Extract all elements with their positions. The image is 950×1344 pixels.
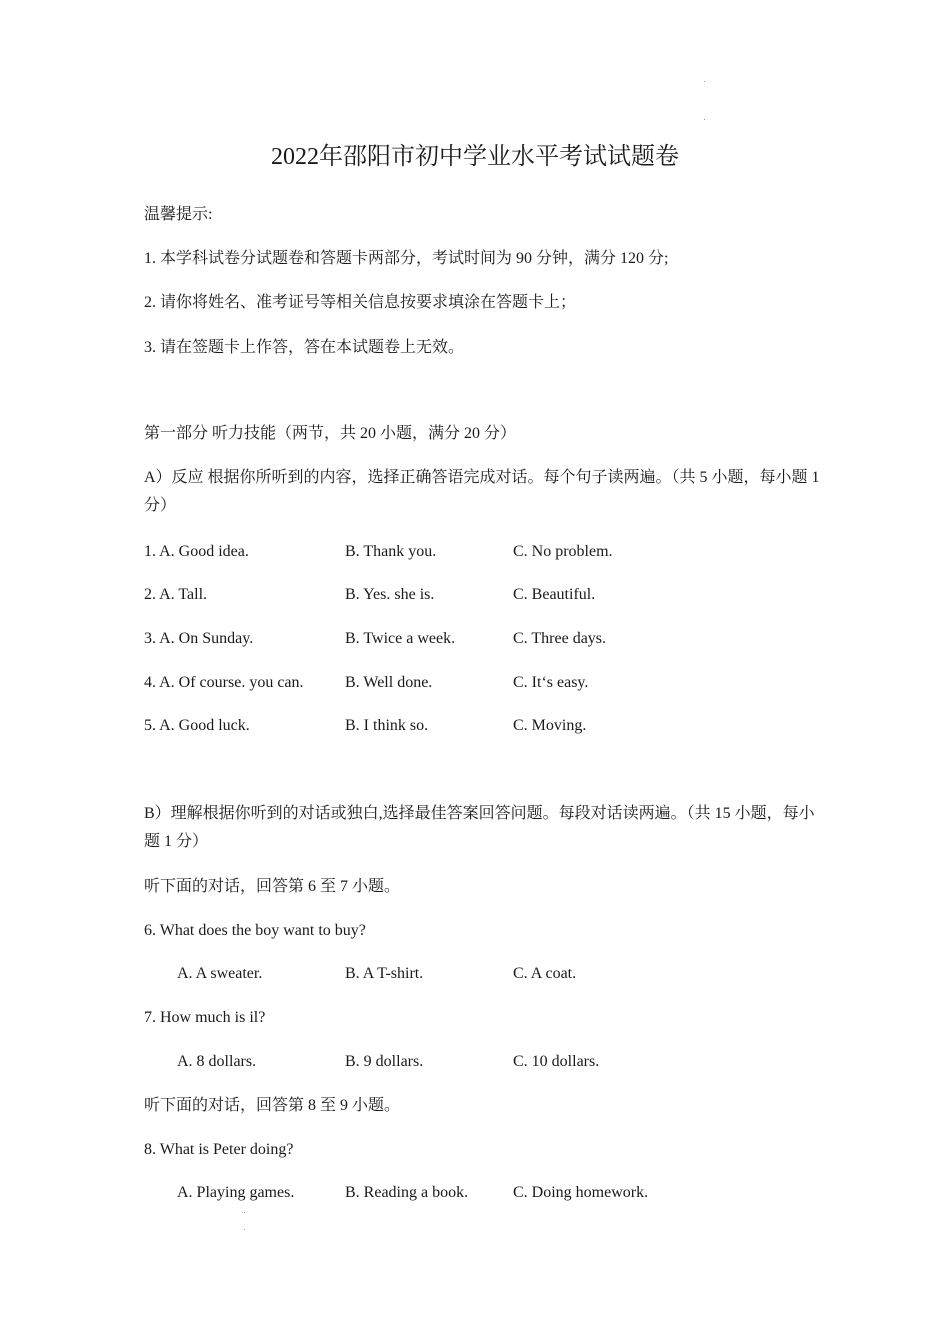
artifact-dot — [704, 81, 705, 82]
part1-heading: 第一部分 听力技能（两节，共 20 小题，满分 20 分） — [144, 425, 517, 442]
q6-option-c: C. A coat. — [513, 965, 577, 982]
q3-option-a: 3. A. On Sunday. — [144, 630, 254, 647]
q4-option-c: C. It‘s easy. — [513, 674, 589, 691]
tips-heading: 温馨提示: — [144, 206, 213, 223]
q5-option-c: C. Moving. — [513, 717, 587, 734]
q7-option-a: A. 8 dollars. — [177, 1053, 257, 1070]
q2-option-a: 2. A. Tall. — [144, 586, 208, 603]
q2-option-c: C. Beautiful. — [513, 586, 596, 603]
q1-option-b: B. Thank you. — [345, 543, 437, 560]
group1-instruction: 听下面的对话，回答第 6 至 7 小题。 — [144, 878, 401, 895]
artifact-dot — [704, 119, 705, 120]
q8-stem: 8. What is Peter doing? — [144, 1141, 294, 1158]
q3-option-b: B. Twice a week. — [345, 630, 456, 647]
q6-stem: 6. What does the boy want to buy? — [144, 922, 366, 939]
q6-option-a: A. A sweater. — [177, 965, 263, 982]
q5-option-b: B. I think so. — [345, 717, 429, 734]
q4-option-a: 4. A. Of course. you can. — [144, 674, 304, 691]
page-title: 2022年邵阳市初中学业水平考试试题卷 — [271, 144, 679, 170]
q8-option-b: B. Reading a book. — [345, 1184, 469, 1201]
q4-option-b: B. Well done. — [345, 674, 433, 691]
artifact-dot — [244, 1212, 245, 1213]
q8-option-a: A. Playing games. — [177, 1184, 295, 1201]
q2-option-b: B. Yes. she is. — [345, 586, 435, 603]
tip-item-3: 3. 请在签题卡上作答，答在本试题卷上无效。 — [144, 339, 465, 356]
q7-option-b: B. 9 dollars. — [345, 1053, 424, 1070]
tip-item-1: 1. 本学科试卷分试题卷和答题卡两部分，考试时间为 90 分钟，满分 120 分; — [144, 250, 669, 267]
q6-option-b: B. A T-shirt. — [345, 965, 424, 982]
q1-option-a: 1. A. Good idea. — [144, 543, 249, 560]
q7-stem: 7. How much is il? — [144, 1009, 266, 1026]
q5-option-a: 5. A. Good luck. — [144, 717, 250, 734]
artifact-dot — [244, 1229, 245, 1230]
section-b-instruction: B）理解根据你听到的对话或独白,选择最佳答案回答问题。每段对话读两遍。（共 15 小题，每小题 1 分） — [144, 805, 815, 850]
group2-instruction: 听下面的对话，回答第 8 至 9 小题。 — [144, 1097, 401, 1114]
q8-option-c: C. Doing homework. — [513, 1184, 649, 1201]
section-a-instruction: A）反应 根据你所听到的内容，选择正确答语完成对话。每个句子读两遍。（共 5 小题，每小题 1 分） — [144, 469, 820, 514]
q1-option-c: C. No problem. — [513, 543, 613, 560]
q3-option-c: C. Three days. — [513, 630, 607, 647]
tip-item-2: 2. 请你将姓名、准考证号等相关信息按要求填涂在答题卡上； — [144, 294, 577, 311]
q7-option-c: C. 10 dollars. — [513, 1053, 600, 1070]
